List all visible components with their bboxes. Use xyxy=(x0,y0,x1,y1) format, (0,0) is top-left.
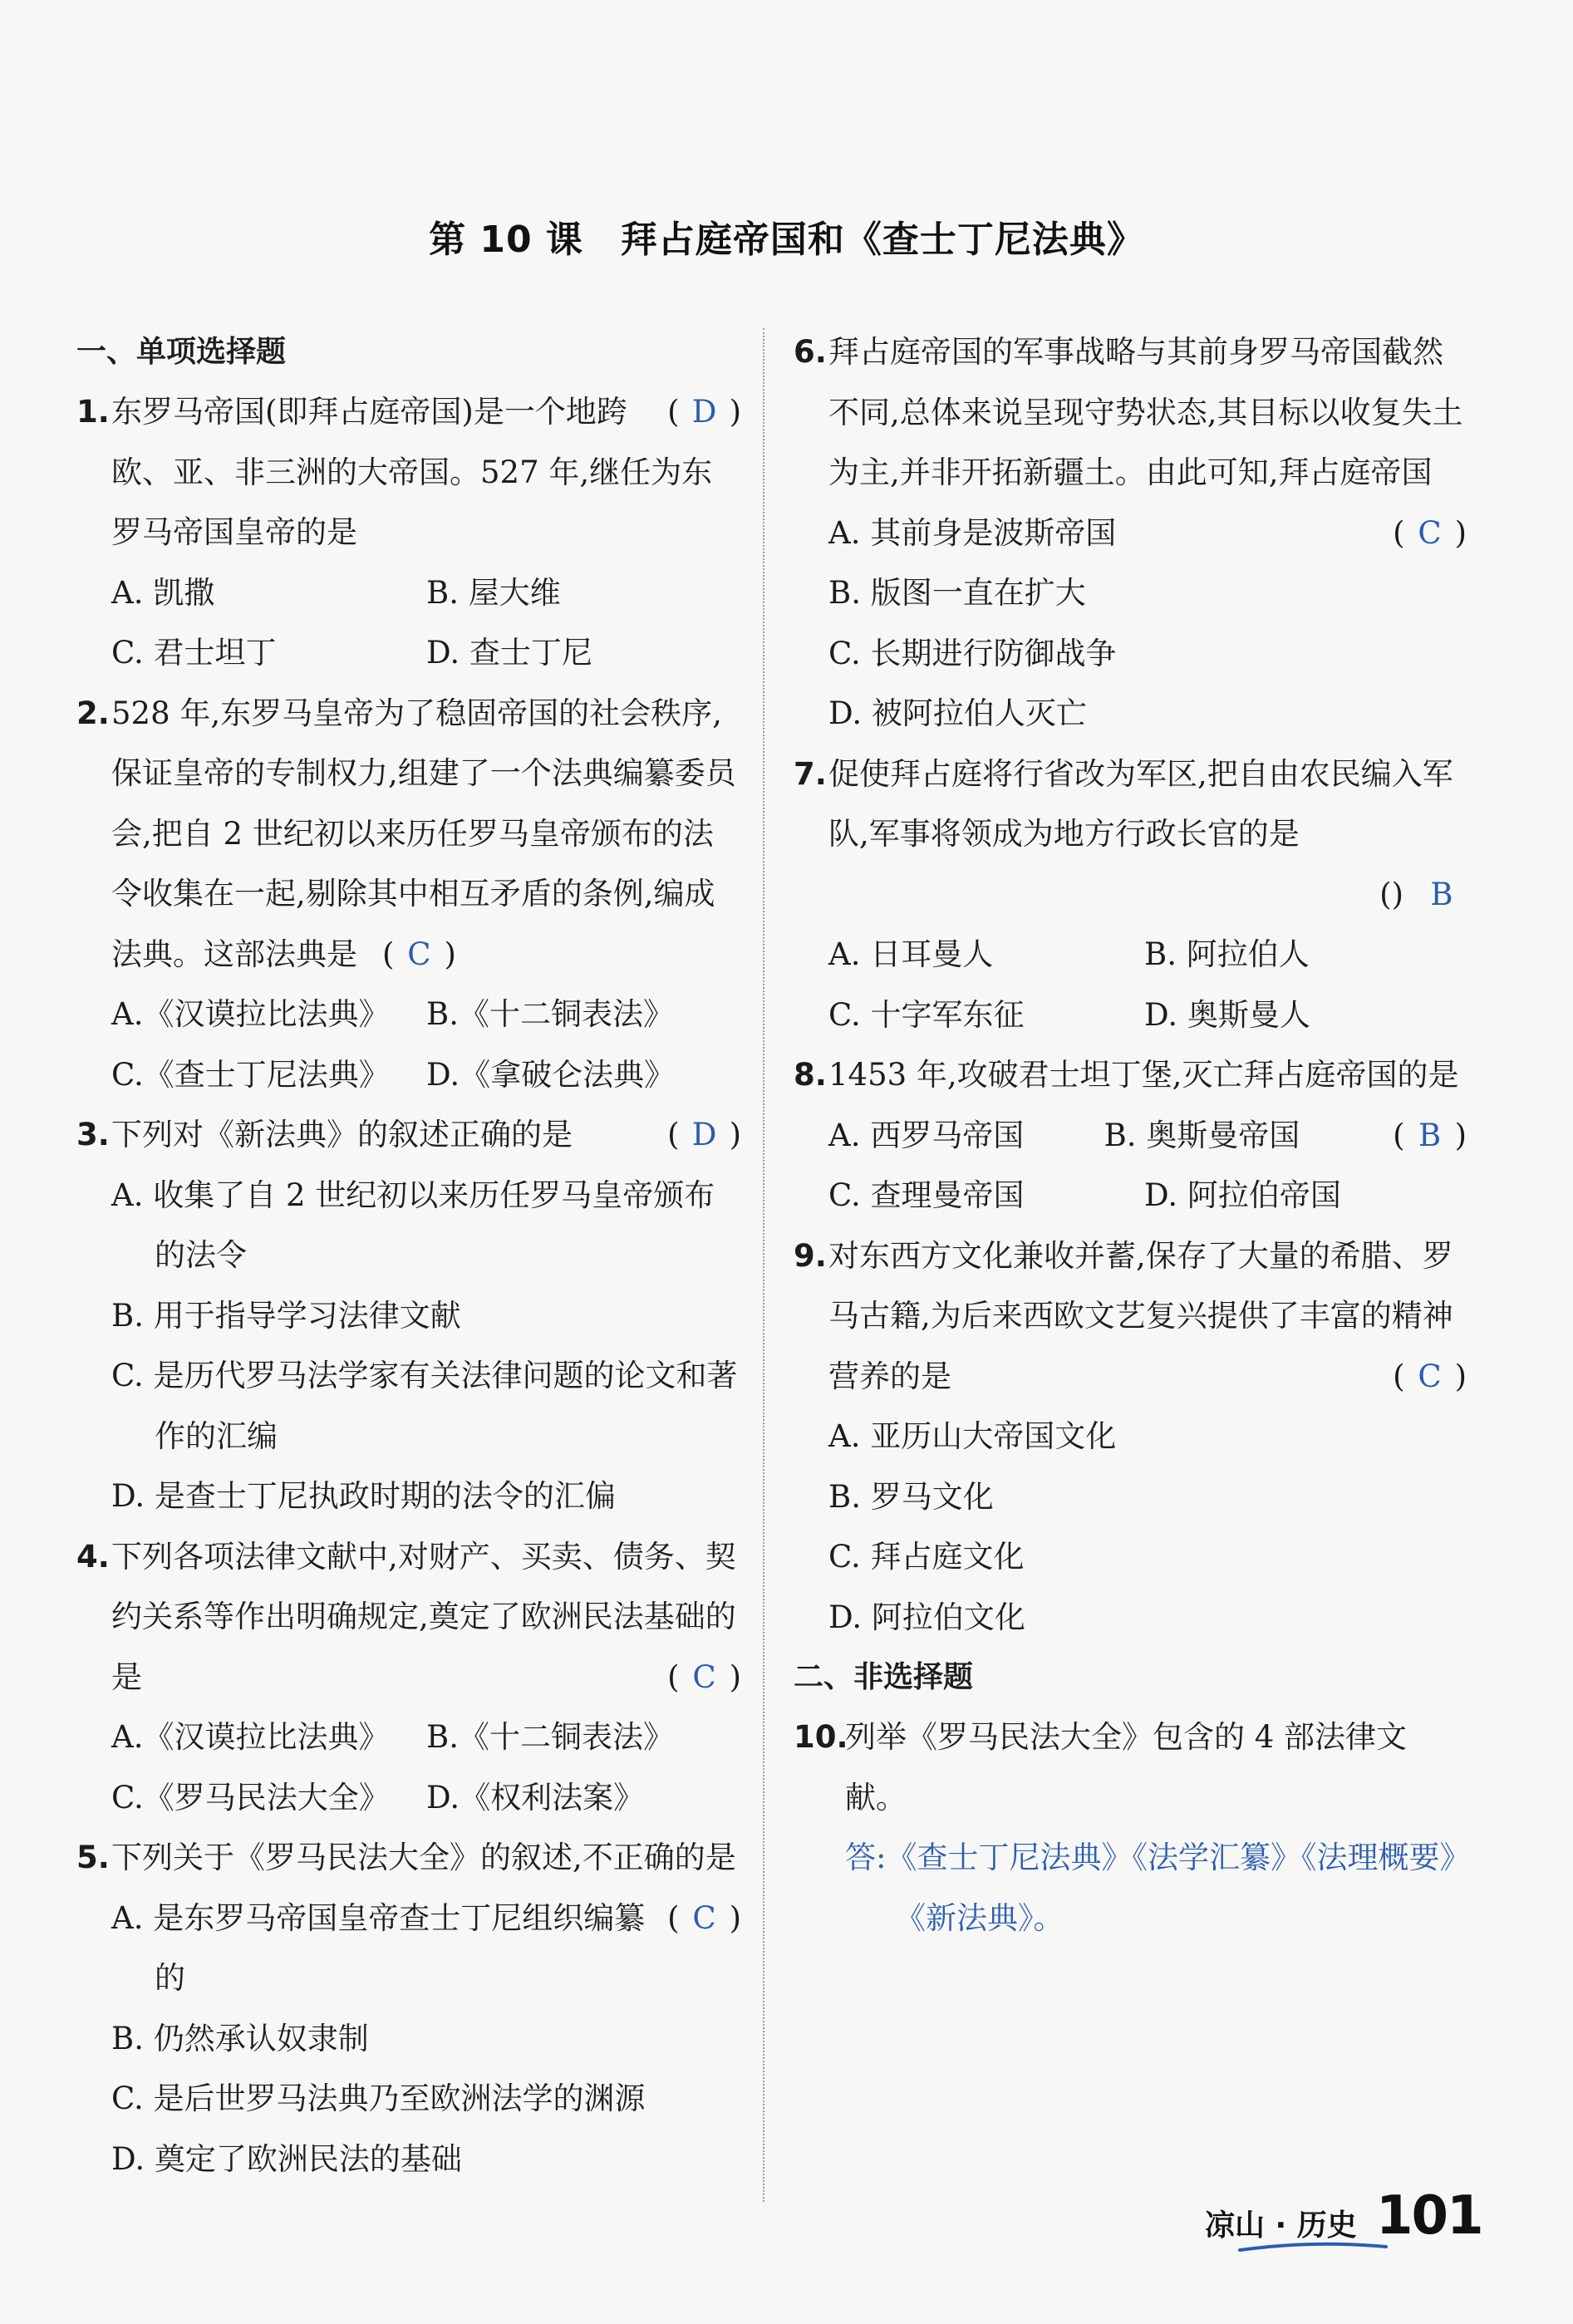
option-a: A.《汉谟拉比法典》 xyxy=(111,996,390,1032)
question-5 xyxy=(76,1828,741,1936)
question-1 xyxy=(76,382,741,563)
answer-bracket: ( C ) xyxy=(1393,1347,1467,1408)
question-stem: ( D ) 东罗马帝国(即拜占庭帝国)是一个地跨欧、亚、非三洲的大帝国。527 年,继任为东罗马帝国皇帝的是 xyxy=(111,382,741,563)
option-b: B. 仍然承认奴隶制 xyxy=(111,2020,369,2056)
options-row xyxy=(76,563,741,624)
option-b: B. 阿拉伯人 xyxy=(1144,936,1310,972)
answer-bracket: ( D ) xyxy=(667,1105,741,1166)
answer-letter: C xyxy=(1418,1358,1442,1394)
options-row xyxy=(794,925,1467,985)
question-4 xyxy=(76,1527,741,1708)
answer-letter: C xyxy=(692,1899,716,1936)
question-number: 5. xyxy=(76,1840,110,1875)
page-footer xyxy=(1205,2185,1482,2262)
lesson-title: 第 10 课 拜占庭帝国和《查士丁尼法典》 xyxy=(429,219,1144,261)
option-c: C. 是后世罗马法典乃至欧洲法学的渊源 xyxy=(111,2081,646,2116)
option-d: D. 阿拉伯文化 xyxy=(828,1599,1025,1635)
options-row xyxy=(794,1106,1379,1167)
footer-label: 凉山 · 历史 xyxy=(1205,2209,1357,2243)
question-stem: ( D ) 下列对《新法典》的叙述正确的是 xyxy=(111,1105,741,1166)
question-stem: 1453 年,攻破君士坦丁堡,灭亡拜占庭帝国的是 ( B ) xyxy=(828,1045,1467,1106)
answer-letter: C xyxy=(407,936,431,972)
option-b: B.《十二铜表法》 xyxy=(426,1719,674,1755)
option-c: C. 长期进行防御战争 xyxy=(828,635,1117,671)
options-row xyxy=(794,985,1467,1046)
question-stem: 促使拜占庭将行省改为军区,把自由农民编入军队,军事将领成为地方行政长官的是 xyxy=(828,755,1453,852)
option-d: D.《权利法案》 xyxy=(426,1779,645,1815)
question-number: 10. xyxy=(794,1719,848,1755)
answer-bracket: ( B ) xyxy=(828,865,1467,926)
option-d: D. 被阿拉伯人灭亡 xyxy=(828,695,1087,731)
option-d: D. 查士丁尼 xyxy=(426,635,592,671)
option-d: D. 奥斯曼人 xyxy=(1144,996,1310,1033)
options-row xyxy=(76,1707,741,1768)
option-b: B. 版图一直在扩大 xyxy=(828,575,1086,611)
answer-letter: D xyxy=(691,394,717,430)
answer-bracket: ( C ) xyxy=(1393,504,1467,564)
options-row xyxy=(76,985,741,1045)
question-number: 2. xyxy=(76,695,110,731)
answer-bracket: ( C ) xyxy=(667,1648,741,1708)
option-d: D.《拿破仑法典》 xyxy=(426,1056,676,1093)
option-d: D. 是查士丁尼执政时期的法令的汇偏 xyxy=(111,1478,616,1514)
option-a: A. 是东罗马帝国皇帝查士丁尼组织编纂的 xyxy=(111,1899,646,1996)
footer-swoosh-icon xyxy=(1238,2240,1388,2253)
option-c: C.《查士丁尼法典》 xyxy=(111,1056,390,1093)
written-answer: 答:《查士丁尼法典》《法学汇纂》《法理概要》《新法典》。 xyxy=(845,1840,1455,1936)
option-d: D. 阿拉伯帝国 xyxy=(1144,1177,1341,1213)
question-7 xyxy=(794,744,1467,926)
answer-letter: C xyxy=(1418,514,1442,551)
question-number: 3. xyxy=(76,1117,110,1152)
option-a: A. 西罗马帝国 xyxy=(828,1117,1025,1153)
options-row xyxy=(76,1768,741,1829)
left-column xyxy=(76,322,741,2189)
option-b: B. 用于指导学习法律文献 xyxy=(111,1297,461,1334)
question-3 xyxy=(76,1105,741,1166)
option-b: B. 屋大维 xyxy=(426,574,561,611)
option-c: C. 十字军东征 xyxy=(828,996,1025,1033)
option-d: D. 奠定了欧洲民法的基础 xyxy=(111,2140,462,2177)
option-c: C. 君士坦丁 xyxy=(111,635,277,671)
question-number: 9. xyxy=(794,1237,827,1274)
option-a: A.《汉谟拉比法典》 xyxy=(111,1719,390,1755)
answer-bracket: ( C ) xyxy=(382,936,456,972)
column-divider xyxy=(763,328,764,2202)
question-number: 4. xyxy=(76,1538,110,1575)
question-number: 8. xyxy=(794,1057,827,1093)
question-2 xyxy=(76,684,741,985)
option-b: B. 罗马文化 xyxy=(828,1478,994,1515)
answer-bracket: ( B ) xyxy=(1393,1106,1467,1167)
option-a: A. 收集了自 2 世纪初以来历任罗马皇帝颁布的法令 xyxy=(111,1177,715,1273)
question-stem: 拜占庭帝国的军事战略与其前身罗马帝国截然不同,总体来说呈现守势状态,其目标以收复失土为主,并非开拓新疆土。由此可知,拜占庭帝国 ( C ) xyxy=(828,322,1467,504)
question-10 xyxy=(794,1707,1467,1828)
question-stem: 下列关于《罗马民法大全》的叙述,不正确的是 ( C ) xyxy=(111,1828,741,1889)
question-stem: 对东西方文化兼收并蓄,保存了大量的希腊、罗马古籍,为后来西欧文艺复兴提供了丰富的精神营养的是 ( C ) xyxy=(828,1226,1467,1408)
answer-bracket: ( C ) xyxy=(667,1889,741,1949)
section-heading-single-choice: 一、单项选择题 xyxy=(76,335,287,369)
options-row xyxy=(794,1166,1467,1226)
answer-letter: C xyxy=(692,1658,716,1695)
question-9 xyxy=(794,1226,1467,1408)
option-c: C.《罗马民法大全》 xyxy=(111,1779,390,1815)
question-stem: 列举《罗马民法大全》包含的 4 部法律文献。 xyxy=(845,1719,1408,1815)
page-number: 101 xyxy=(1376,2185,1482,2247)
option-a: A. 凯撒 xyxy=(111,574,215,611)
question-stem: 528 年,东罗马皇帝为了稳固帝国的社会秩序,保证皇帝的专制权力,组建了一个法典编纂委员会,把自 2 世纪初以来历任罗马皇帝颁布的法令收集在一起,剔除其中相互矛盾的条例,编成法典。这部法典是 ( C ) xyxy=(111,684,741,985)
option-b: B. 奥斯曼帝国 xyxy=(1104,1117,1300,1153)
option-a: A. 日耳曼人 xyxy=(828,936,994,972)
option-c: C. 是历代罗马法学家有关法律问题的论文和著作的汇编 xyxy=(111,1358,738,1454)
options-row xyxy=(76,1045,741,1106)
answer-bracket: ( D ) xyxy=(667,382,741,443)
question-number: 6. xyxy=(794,334,827,370)
question-stem: 下列各项法律文献中,对财产、买卖、债务、契约关系等作出明确规定,奠定了欧洲民法基础的是 ( C ) xyxy=(111,1527,741,1708)
option-b: B.《十二铜表法》 xyxy=(426,996,674,1032)
option-c: C. 拜占庭文化 xyxy=(828,1539,1025,1575)
question-number: 7. xyxy=(794,755,827,792)
option-c: C. 查理曼帝国 xyxy=(828,1177,1025,1213)
section-heading-non-choice: 二、非选择题 xyxy=(794,1660,974,1694)
answer-letter: D xyxy=(691,1117,717,1152)
options-row xyxy=(76,623,741,684)
answer-letter: B xyxy=(1418,1117,1442,1153)
answer-letter: B xyxy=(1430,876,1453,912)
option-a: A. 亚历山大帝国文化 xyxy=(828,1418,1117,1454)
question-number: 1. xyxy=(76,394,110,430)
option-a: A. 其前身是波斯帝国 xyxy=(828,514,1117,551)
right-column xyxy=(794,322,1467,1948)
